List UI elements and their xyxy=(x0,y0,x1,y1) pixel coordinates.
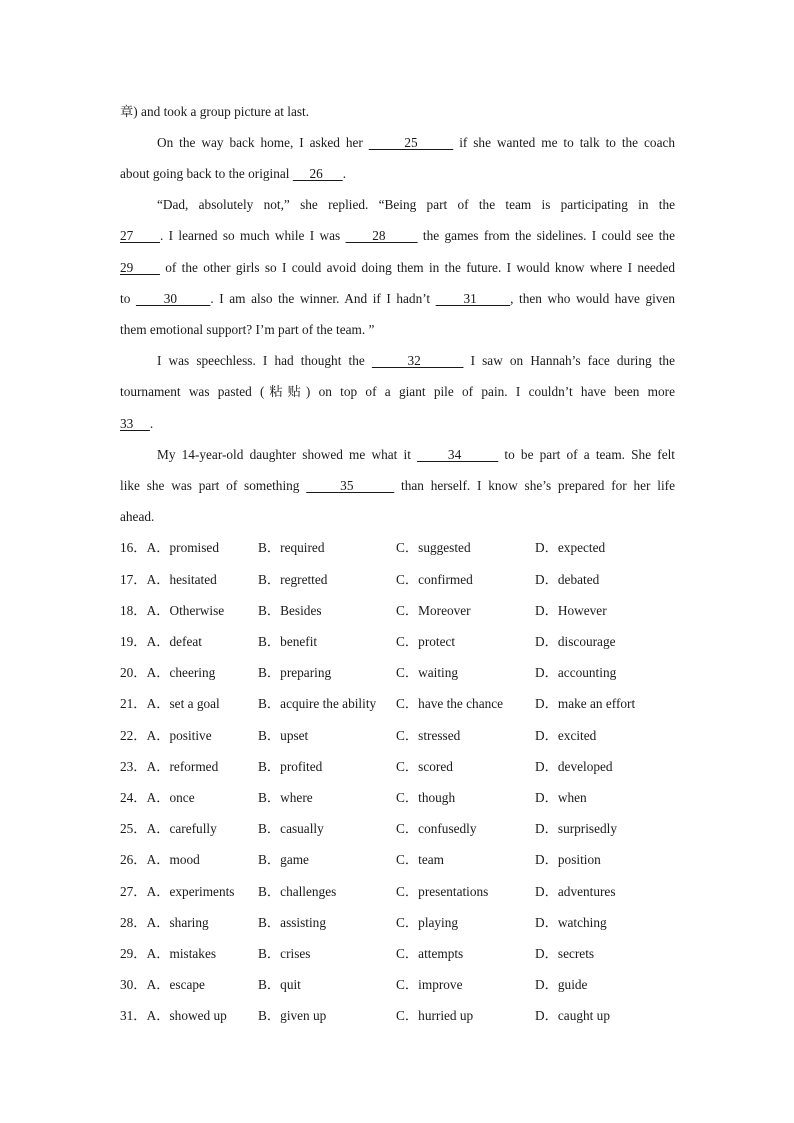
option-b: B．acquire the ability xyxy=(258,696,377,711)
option-c: C．attempts xyxy=(396,946,464,961)
blank-31: 31 xyxy=(435,291,511,306)
passage-line xyxy=(120,259,675,277)
option-c: C．playing xyxy=(396,915,459,930)
option-c: C．though xyxy=(396,790,456,805)
question-19 xyxy=(120,633,202,651)
option-c: C．protect xyxy=(396,634,456,649)
question-number: 29． xyxy=(120,946,147,961)
passage-text: the games from the sidelines. I could see the xyxy=(417,228,675,243)
option-d: D．debated xyxy=(535,572,600,587)
passage-text: them emotional support? I’m part of the team. ” xyxy=(120,322,375,337)
option-a: A．showed up xyxy=(146,1008,227,1023)
option-a: A．once xyxy=(146,790,195,805)
option-a: A．cheering xyxy=(146,665,216,680)
option-d: D．surprisedly xyxy=(535,821,617,836)
option-b: B．Besides xyxy=(258,603,322,618)
question-16 xyxy=(120,539,219,557)
option-a: A．experiments xyxy=(146,884,235,899)
option-a: A．defeat xyxy=(146,634,202,649)
option-c: C．scored xyxy=(396,759,453,774)
option-d: D．However xyxy=(535,603,607,618)
question-number: 22． xyxy=(120,728,147,743)
question-number: 24． xyxy=(120,790,147,805)
question-number: 31． xyxy=(120,1008,147,1023)
option-c: C．confirmed xyxy=(396,572,473,587)
passage-text: “Dad, absolutely not,” she replied. “Being part of the team is participating in the xyxy=(157,197,675,212)
passage-text: . I learned so much while I was xyxy=(159,228,346,243)
option-a: A．Otherwise xyxy=(146,603,225,618)
option-b: B．preparing xyxy=(258,665,332,680)
passage-text: I saw on Hannah’s face during the xyxy=(463,353,675,368)
passage-line xyxy=(120,415,675,433)
question-number: 23． xyxy=(120,759,147,774)
question-18 xyxy=(120,602,224,620)
option-b: B．where xyxy=(258,790,313,805)
option-d: D．discourage xyxy=(535,634,616,649)
blank-34: 34 xyxy=(417,447,499,462)
option-d: D．make an effort xyxy=(535,696,636,711)
passage-text: if she wanted me to talk to the coach xyxy=(453,135,676,150)
question-number: 20． xyxy=(120,665,147,680)
question-number: 26． xyxy=(120,852,147,867)
blank-32: 32 xyxy=(371,353,464,368)
question-22 xyxy=(120,727,212,745)
passage-text: . I am also the winner. And if I hadn’t xyxy=(210,291,436,306)
question-number: 27． xyxy=(120,884,147,899)
blank-25: 25 xyxy=(368,135,454,150)
question-23 xyxy=(120,758,218,776)
option-a: A．sharing xyxy=(146,915,209,930)
passage-text: ahead. xyxy=(120,509,155,524)
passage-text: , then who would have given xyxy=(510,291,675,306)
question-number: 30． xyxy=(120,977,147,992)
option-b: B．crises xyxy=(258,946,311,961)
passage-text: about going back to the original xyxy=(120,166,293,181)
blank-30: 30 xyxy=(135,291,211,306)
option-b: B．required xyxy=(258,540,325,555)
option-a: A．escape xyxy=(146,977,205,992)
option-b: B．profited xyxy=(258,759,323,774)
question-number: 28． xyxy=(120,915,147,930)
passage-text: On the way back home, I asked her xyxy=(157,135,369,150)
question-30 xyxy=(120,976,205,994)
passage-text: My 14-year-old daughter showed me what it xyxy=(157,447,418,462)
passage-text: tournament was pasted (粘贴) on top of a giant pile of pain. I couldn’t have been more xyxy=(120,384,675,399)
blank-33: 33 xyxy=(120,416,150,431)
question-17 xyxy=(120,571,217,589)
question-31 xyxy=(120,1007,227,1025)
option-c: C．presentations xyxy=(396,884,489,899)
blank-27: 27 xyxy=(120,228,160,243)
option-d: D．expected xyxy=(535,540,606,555)
question-29 xyxy=(120,945,216,963)
option-c: C．have the chance xyxy=(396,696,504,711)
question-number: 17． xyxy=(120,572,147,587)
passage-text: to xyxy=(120,291,136,306)
option-a: A．hesitated xyxy=(146,572,217,587)
option-a: A．promised xyxy=(146,540,219,555)
passage-line xyxy=(120,321,675,339)
passage-text: to be part of a team. She felt xyxy=(498,447,675,462)
option-b: B．game xyxy=(258,852,309,867)
passage-text: than herself. I know she’s prepared for her life xyxy=(394,478,675,493)
option-d: D．developed xyxy=(535,759,613,774)
passage-line xyxy=(120,383,675,401)
passage-line xyxy=(157,352,675,370)
option-b: B．regretted xyxy=(258,572,328,587)
option-a: A．mood xyxy=(146,852,200,867)
passage-line xyxy=(120,103,675,121)
passage-text: of the other girls so I could avoid doing them in the future. I would know where I needed xyxy=(159,260,676,275)
question-number: 18． xyxy=(120,603,147,618)
option-d: D．secrets xyxy=(535,946,595,961)
option-d: D．accounting xyxy=(535,665,617,680)
question-number: 16． xyxy=(120,540,147,555)
option-a: A．mistakes xyxy=(146,946,217,961)
passage-text: I was speechless. I had thought the xyxy=(157,353,372,368)
question-number: 25． xyxy=(120,821,147,836)
question-26 xyxy=(120,851,200,869)
option-b: B．benefit xyxy=(258,634,318,649)
option-d: D．caught up xyxy=(535,1008,610,1023)
option-b: B．challenges xyxy=(258,884,337,899)
blank-35: 35 xyxy=(306,478,395,493)
option-b: B．upset xyxy=(258,728,309,743)
passage-text: . xyxy=(149,416,154,431)
option-a: A．reformed xyxy=(146,759,219,774)
option-c: C．waiting xyxy=(396,665,459,680)
blank-28: 28 xyxy=(345,228,418,243)
option-c: C．team xyxy=(396,852,445,867)
option-c: C．improve xyxy=(396,977,463,992)
question-25 xyxy=(120,820,217,838)
question-number: 21． xyxy=(120,696,147,711)
option-d: D．guide xyxy=(535,977,588,992)
option-c: C．Moreover xyxy=(396,603,471,618)
question-20 xyxy=(120,664,215,682)
passage-text: 章) and took a group picture at last. xyxy=(120,104,310,119)
blank-29: 29 xyxy=(120,260,160,275)
option-c: C．suggested xyxy=(396,540,471,555)
question-28 xyxy=(120,914,209,932)
question-number: 19． xyxy=(120,634,147,649)
passage-line xyxy=(120,477,675,495)
option-d: D．position xyxy=(535,852,601,867)
option-d: D．adventures xyxy=(535,884,616,899)
option-d: D．when xyxy=(535,790,587,805)
option-a: A．set a goal xyxy=(146,696,220,711)
option-b: B．casually xyxy=(258,821,324,836)
option-c: C．stressed xyxy=(396,728,461,743)
option-c: C．confusedly xyxy=(396,821,477,836)
question-24 xyxy=(120,789,195,807)
question-21 xyxy=(120,695,220,713)
option-a: A．carefully xyxy=(146,821,217,836)
passage-line xyxy=(120,508,675,526)
blank-26: 26 xyxy=(292,166,343,181)
option-d: D．watching xyxy=(535,915,607,930)
passage-line xyxy=(120,227,675,245)
option-c: C．hurried up xyxy=(396,1008,474,1023)
option-d: D．excited xyxy=(535,728,597,743)
option-a: A．positive xyxy=(146,728,212,743)
option-b: B．quit xyxy=(258,977,301,992)
passage-text: like she was part of something xyxy=(120,478,307,493)
option-b: B．assisting xyxy=(258,915,326,930)
passage-line xyxy=(120,165,675,183)
passage-line xyxy=(157,134,675,152)
passage-line xyxy=(157,196,675,214)
passage-line xyxy=(120,290,675,308)
passage-text: . xyxy=(342,166,347,181)
passage-line xyxy=(157,446,675,464)
question-27 xyxy=(120,883,234,901)
option-b: B．given up xyxy=(258,1008,327,1023)
